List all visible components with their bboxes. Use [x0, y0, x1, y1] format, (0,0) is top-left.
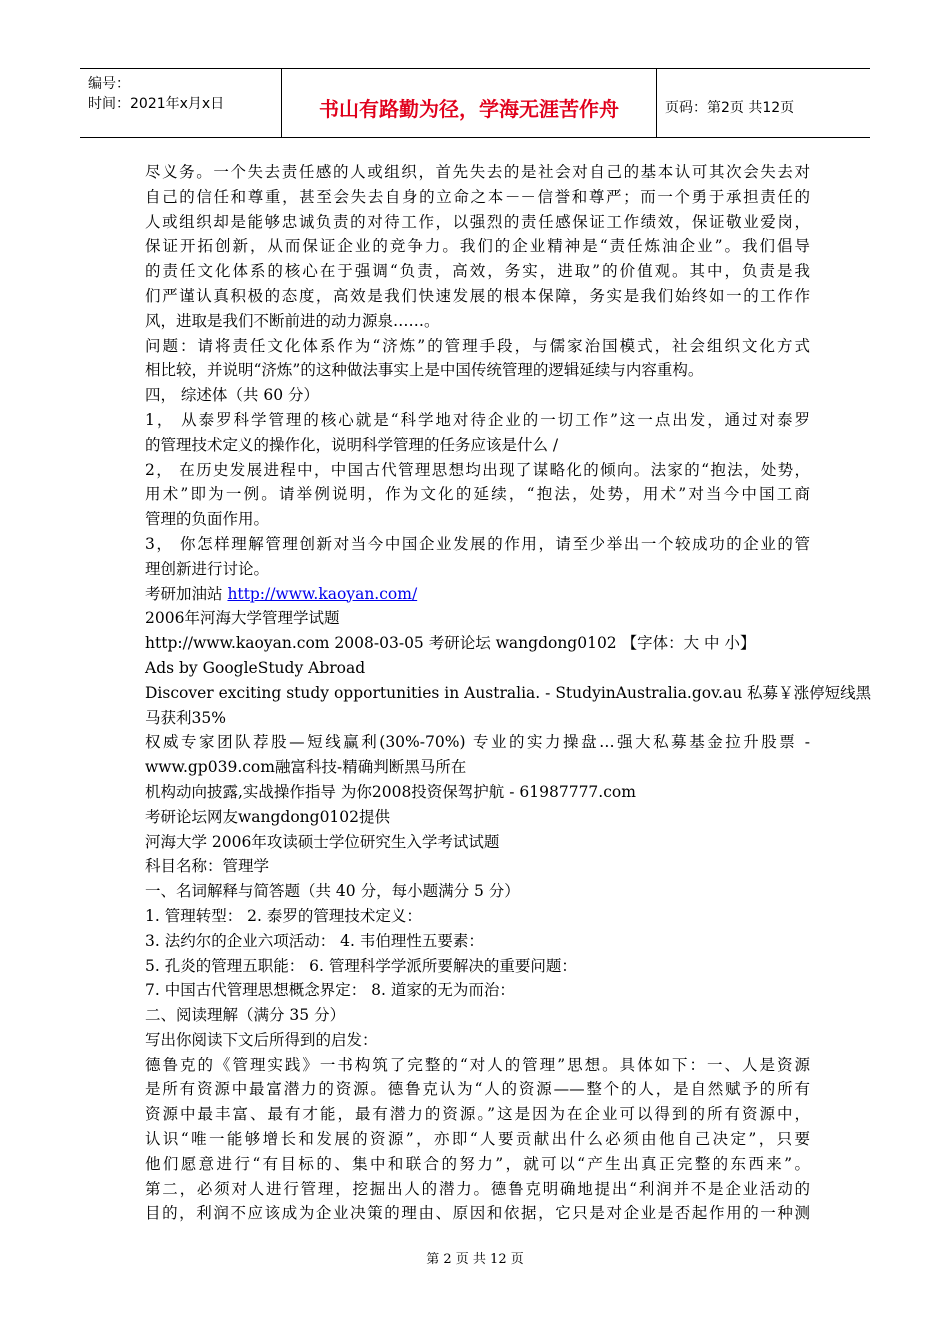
text-line: 第二，必须对人进行管理，挖掘出人的潜力。德鲁克明确地提出“利润并不是企业活动的	[145, 1179, 810, 1198]
question-line: 管理的负面作用。	[145, 510, 270, 529]
text-line: 认识“唯一能够增长和发展的资源”，亦即“人要贡献出什么必须由他自己决定”，只要	[145, 1130, 810, 1149]
page-label: 页码：第2页 共12页	[665, 100, 795, 116]
header-page-cell	[657, 69, 870, 137]
header-motto-cell	[282, 69, 657, 137]
question-line: 1. 管理转型： 2. 泰罗的管理技术定义：	[145, 906, 422, 925]
question-line: 2， 在历史发展进程中，中国古代管理思想均出现了谋略化的倾向。法家的“抱法，处势，	[145, 460, 810, 479]
document-body	[145, 160, 872, 1226]
text-line: 科目名称：管理学	[145, 857, 270, 876]
question-line: 3， 你怎样理解管理创新对当今中国企业发展的作用，请至少举出一个较成功的企业的管	[145, 534, 810, 553]
text-line: 写出你阅读下文后所得到的启发：	[145, 1030, 378, 1049]
text-line: 目的，利润不应该成为企业决策的理由、原因和依据，它只是对企业是否起作用的一种测	[145, 1204, 810, 1223]
text-line: 权威专家团队荐股—短线赢利(30%-70%) 专业的实力操盘…强大私募基金拉升股票 -	[145, 733, 810, 752]
text-line: 机构动向披露,实战操作指导 为你2008投资保驾护航 - 61987777.com	[145, 782, 636, 801]
motto-text: 书山有路勤为径，学海无涯苦作舟	[319, 97, 619, 121]
question-line: 3. 法约尔的企业六项活动： 4. 韦伯理性五要素：	[145, 931, 484, 950]
text-line: 资源中最丰富、最有才能，最有潜力的资源。”这是因为在企业可以得到的所有资源中，	[145, 1105, 810, 1124]
text-line: 考研论坛网友wangdong0102提供	[145, 807, 391, 826]
text-line: 马获利35%	[145, 708, 226, 727]
text-line: http://www.kaoyan.com 2008-03-05 考研论坛 wangdong0102 【字体：大 中 小】	[145, 634, 756, 653]
question-line: 5. 孔炎的管理五职能： 6. 管理科学学派所要解决的重要问题：	[145, 956, 577, 975]
text-line: 自己的信任和尊重，甚至会失去自身的立命之本－－信誉和尊严；而一个勇于承担责任的	[145, 187, 810, 206]
section-heading: 二、阅读理解（满分 35 分）	[145, 1006, 346, 1025]
question-line: 理创新进行讨论。	[145, 559, 270, 578]
text-line: 风，进取是我们不断前进的动力源泉……。	[145, 311, 440, 330]
text-line: 的责任文化体系的核心在于强调“负责，高效，务实，进取”的价值观。其中，负责是我	[145, 262, 810, 281]
question-line: 1， 从泰罗科学管理的核心就是“科学地对待企业的一切工作”这一点出发，通过对泰罗	[145, 410, 810, 429]
section-heading: 四， 综述体（共 60 分）	[145, 386, 320, 405]
text-line: 人或组织却是能够忠诚负责的对待工作，以强烈的责任感保证工作绩效，保证敬业爱岗，	[145, 212, 810, 231]
question-line: 用术”即为一例。请举例说明，作为文化的延续，“抱法，处势，用术”对当今中国工商	[145, 485, 810, 504]
text-line: 尽义务。一个失去责任感的人或组织，首先失去的是社会对自己的基本认可其次会失去对	[145, 163, 810, 181]
text-line: www.gp039.com融富科技-精确判断黑马所在	[145, 758, 467, 777]
text-line: 保证开拓创新，从而保证企业的竞争力。我们的企业精神是“责任炼油企业”。我们倡导	[145, 237, 810, 256]
header-meta	[80, 69, 282, 137]
text-line: 他们愿意进行“有目标的、集中和联合的努力”，就可以“产生出真正完整的东西来”。	[145, 1154, 810, 1173]
text-line: Ads by GoogleStudy Abroad	[145, 658, 366, 677]
link-prefix: 考研加油站	[145, 584, 228, 603]
text-line: Discover exciting study opportunities in Australia. - StudyinAustralia.gov.au 私募￥涨停短线黑	[145, 683, 872, 702]
code-label: 编号：	[88, 76, 130, 92]
text-line: 们严谨认真积极的态度，高效是我们快速发展的根本保障，务实是我们始终如一的工作作	[145, 286, 810, 305]
time-label: 时间：2021年x月x日	[88, 96, 225, 112]
text-line: 河海大学 2006年攻读硕士学位研究生入学考试试题	[145, 832, 500, 851]
text-line: 是所有资源中最富潜力的资源。德鲁克认为“人的资源——整个的人，是自然赋予的所有	[145, 1080, 810, 1099]
question-line: 7. 中国古代管理思想概念界定： 8. 道家的无为而治：	[145, 981, 515, 1000]
page-footer: 第 2 页 共 12 页	[426, 1252, 524, 1267]
text-line: 问题：请将责任文化体系作为“济炼”的管理手段，与儒家治国模式，社会组织文化方式	[145, 336, 810, 355]
text-line: 相比较，并说明“济炼”的这种做法事实上是中国传统管理的逻辑延续与内容重构。	[145, 361, 704, 380]
text-line: 2006年河海大学管理学试题	[145, 609, 340, 628]
link-line	[145, 582, 810, 607]
page-header	[80, 68, 870, 138]
kaoyan-link[interactable]: http://www.kaoyan.com/	[227, 584, 418, 603]
section-heading: 一、名词解释与简答题（共 40 分，每小题满分 5 分）	[145, 882, 520, 901]
question-line: 的管理技术定义的操作化，说明科学管理的任务应该是什么 /	[145, 435, 559, 454]
text-line: 德鲁克的《管理实践》一书构筑了完整的“对人的管理”思想。具体如下：一、人是资源	[145, 1055, 810, 1074]
